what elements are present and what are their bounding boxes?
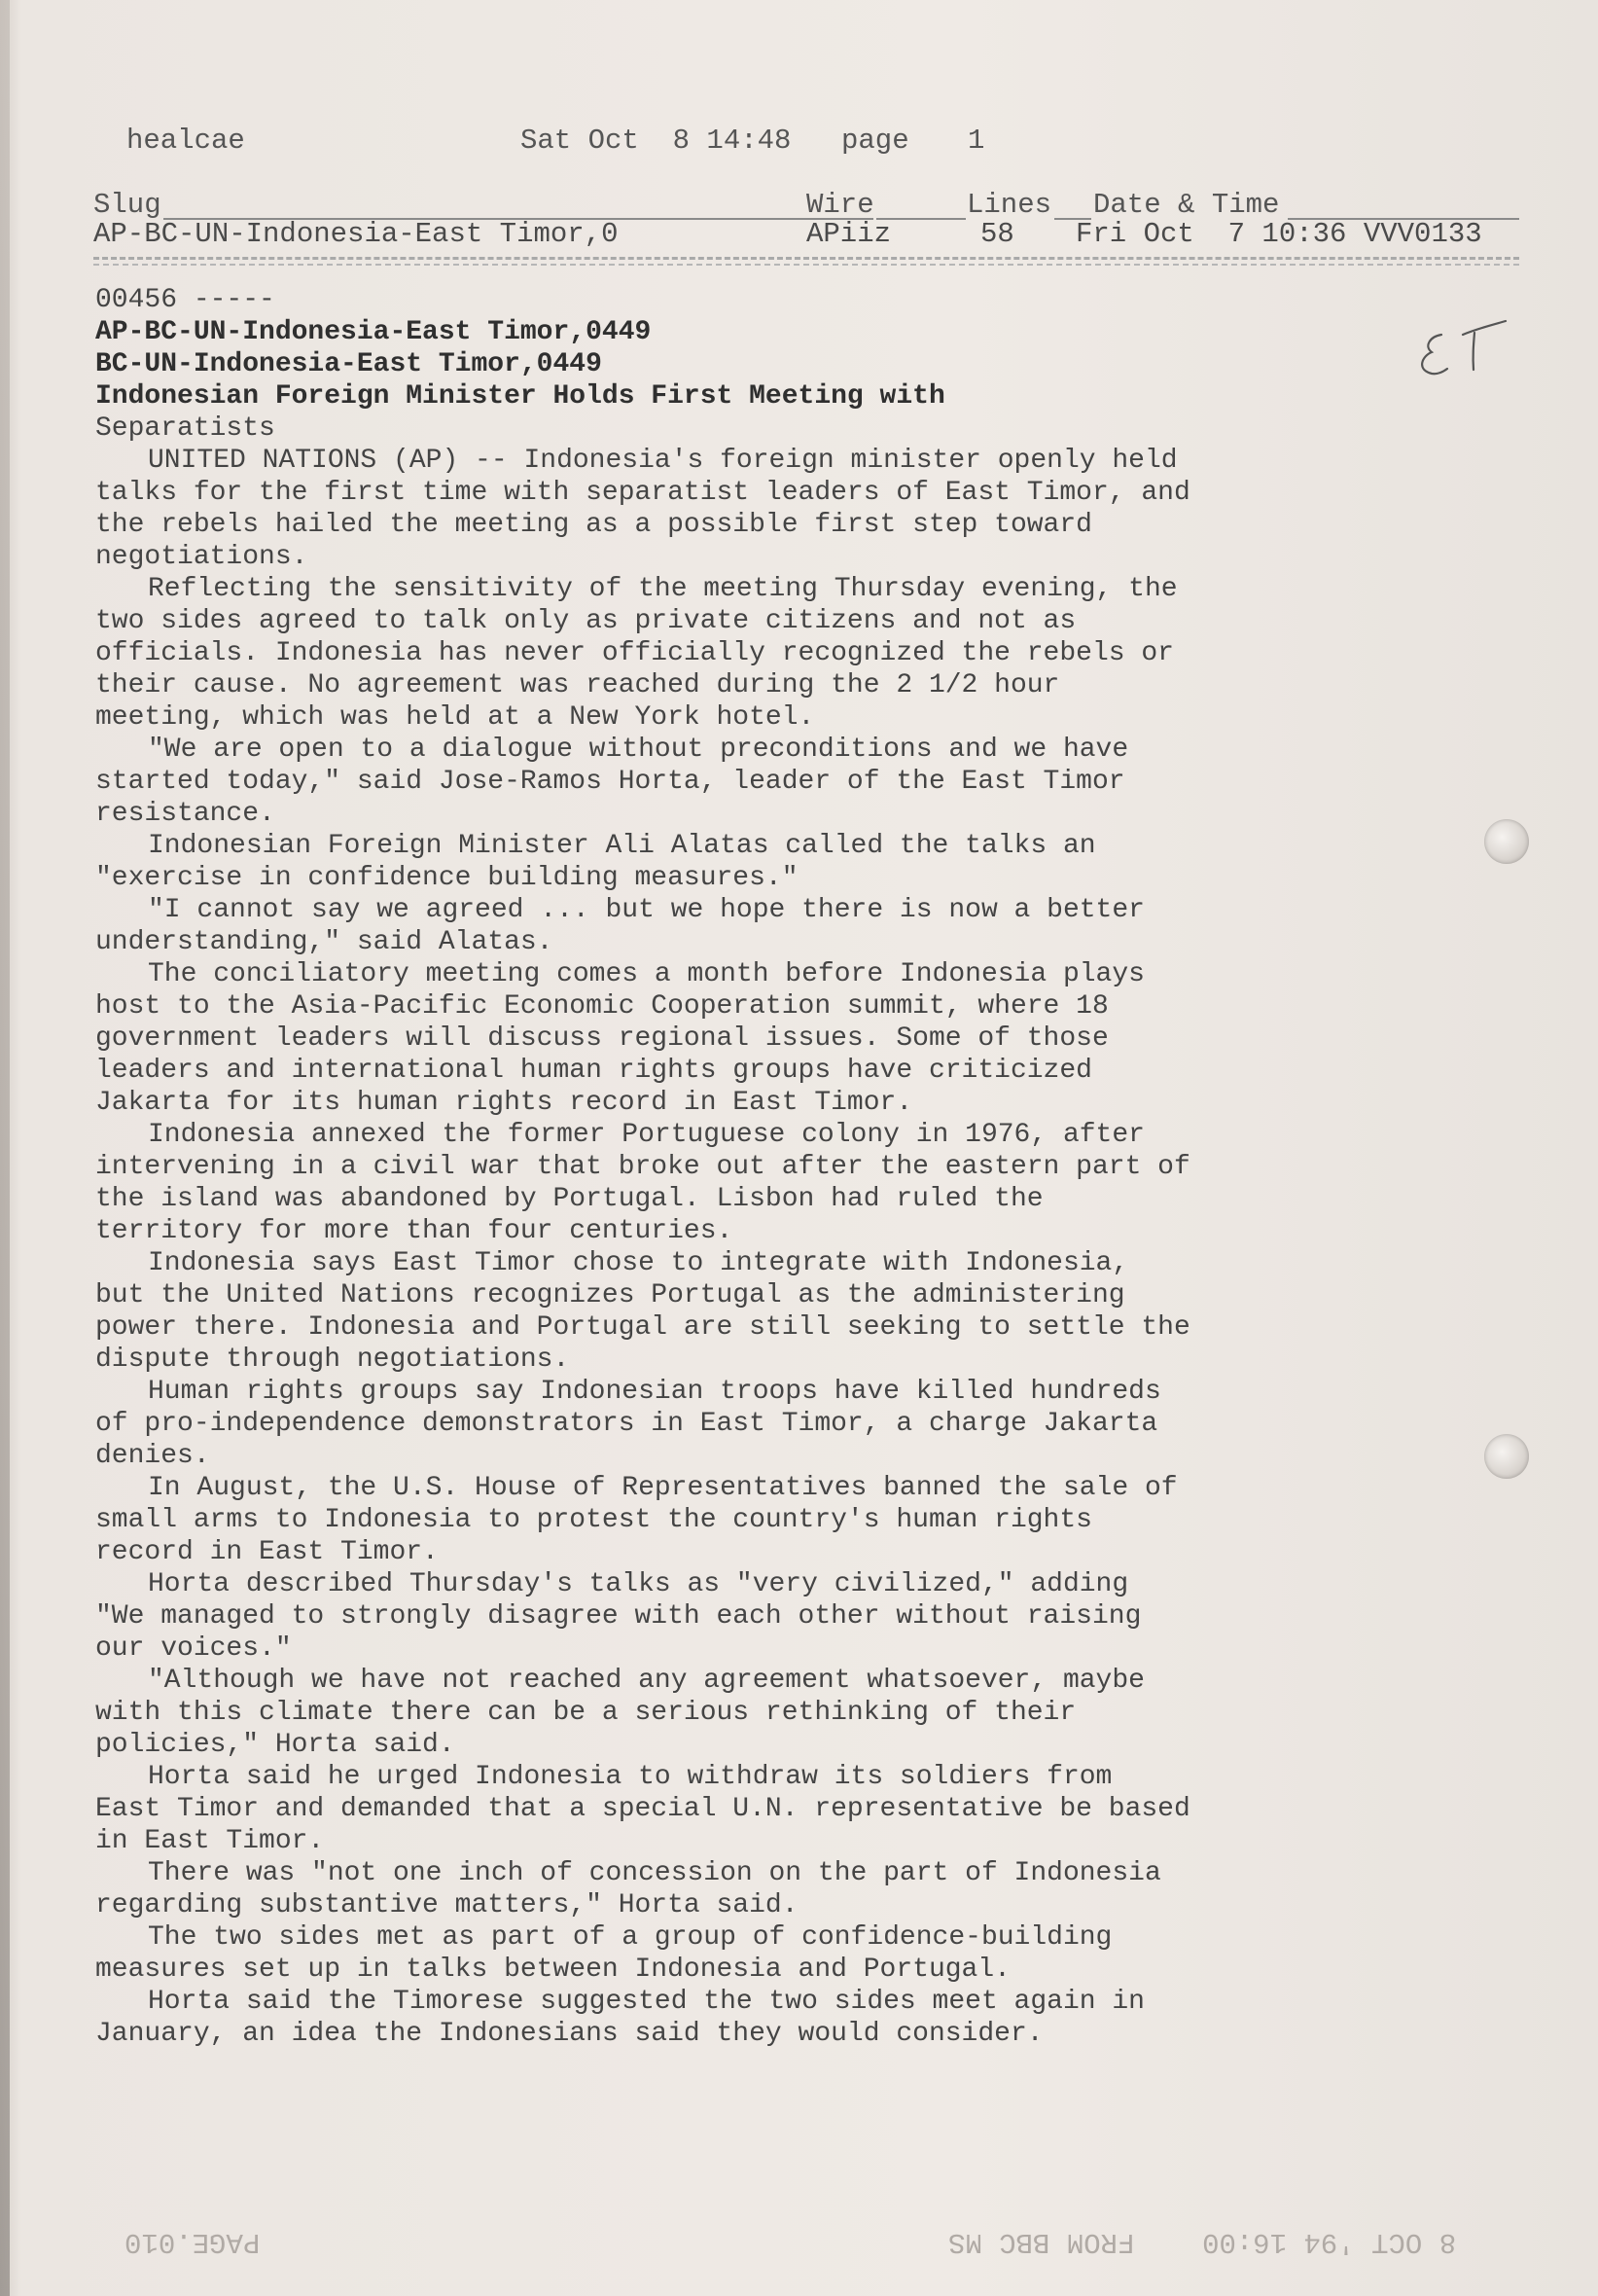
header-user: healcae [126,125,245,157]
header-page-label: page [841,125,909,157]
story-paragraph: "Although we have not reached any agreement whatsoever, maybe with this climate there can be a serious rethinking of their policies," Horta said. [95,1666,1145,1760]
story-slug-line-2: BC-UN-Indonesia-East Timor,0449 [95,349,602,379]
fax-footer-transmission: 8 OCT '94 16:00 FROM BBC MS [948,2226,1457,2258]
separator-line [93,257,1519,260]
annotation-letter-e [1422,335,1447,374]
story-paragraph: In August, the U.S. House of Representatives banned the sale of small arms to Indonesia to protest the country's human rights record in East Timor. [95,1473,1178,1567]
annotation-letter-t-bar [1463,321,1506,335]
story-paragraph: "We are open to a dialogue without preconditions and we have started today," said Jose-Ramos Horta, leader of the East Timor resistance. [95,735,1129,829]
story-paragraph: UNITED NATIONS (AP) -- Indonesia's foreign minister openly held talks for the first time with separatist leaders of East Timor, and the rebels hailed the meeting as a possible first step toward negotiations. [95,446,1190,572]
story-id-line: 00456 ----- [95,285,275,315]
story-paragraph: Horta described Thursday's talks as "very civilized," adding "We managed to strongly disagree with each other without raising our voices." [95,1569,1142,1664]
handwritten-annotation-et [1403,313,1509,391]
story-headline-1: Indonesian Foreign Minister Holds First Meeting with [95,381,945,412]
story-paragraph: Indonesia annexed the former Portuguese colony in 1976, after intervening in a civil war that broke out after the eastern part of the island was abandoned by Portugal. Lisbon had ruled the territory for more than four centuries. [95,1120,1190,1246]
story-paragraph: Horta said the Timorese suggested the two sides meet again in January, an idea the Indonesians said they would consider. [95,1987,1145,2049]
story-paragraph: Reflecting the sensitivity of the meeting Thursday evening, the two sides agreed to talk only as private citizens and not as officials. Indonesia has never officially recognized the rebels or their cause. No agreement was reached during the 2 1/2 hour meeting, which was held at a New York hotel. [95,574,1178,733]
binder-hole [1484,1434,1529,1479]
separator-line-2 [93,264,1519,266]
story-paragraph: Indonesia says East Timor chose to integrate with Indonesia, but the United Nations recognizes Portugal as the administering power there. Indonesia and Portugal are still seeking to settle the dispute through negotiations. [95,1248,1190,1375]
story-paragraph: Human rights groups say Indonesian troops have killed hundreds of pro-independence demonstrators in East Timor, a charge Jakarta denies. [95,1377,1161,1471]
story-paragraph: Indonesian Foreign Minister Ali Alatas called the talks an "exercise in confidence building measures." [95,831,1096,893]
story-paragraph: "I cannot say we agreed ... but we hope there is now a better understanding," said Alatas. [95,895,1145,957]
story-paragraph: There was "not one inch of concession on the part of Indonesia regarding substantive matters," Horta said. [95,1858,1161,1920]
binder-hole [1484,819,1529,864]
page-edge-shadow [0,0,10,2296]
header-page-number: 1 [968,125,985,157]
story-slug-line-1: AP-BC-UN-Indonesia-East Timor,0449 [95,317,652,347]
wire-label: Wire [806,189,874,221]
story-body [95,284,1360,2050]
date-time-value: Fri Oct 7 10:36 VVV0133 [1076,218,1482,250]
story-headline-2: Separatists [95,413,275,444]
story-paragraph: The two sides met as part of a group of confidence-building measures set up in talks between Indonesia and Portugal. [95,1922,1113,1985]
slug-label: Slug [93,189,161,221]
header-datetime: Sat Oct 8 14:48 [520,125,792,157]
print-header [126,125,1391,163]
fax-footer-page: PAGE.010 [124,2226,261,2258]
date-time-label: Date & Time [1093,189,1280,221]
slug-value: AP-BC-UN-Indonesia-East Timor,0 [93,218,619,250]
lines-value: 58 [980,218,1014,250]
lines-label: Lines [967,189,1052,221]
story-paragraph: The conciliatory meeting comes a month before Indonesia plays host to the Asia-Pacific Economic Cooperation summit, where 18 government leaders will discuss regional issues. Some of those leaders and international human rights groups have criticized Jakarta for its human rights record in East Timor. [95,959,1145,1118]
wire-value: APiiz [806,218,892,250]
story-paragraph: Horta said he urged Indonesia to withdraw its soldiers from East Timor and demanded that a special U.N. representative be based in East Timor. [95,1762,1190,1856]
